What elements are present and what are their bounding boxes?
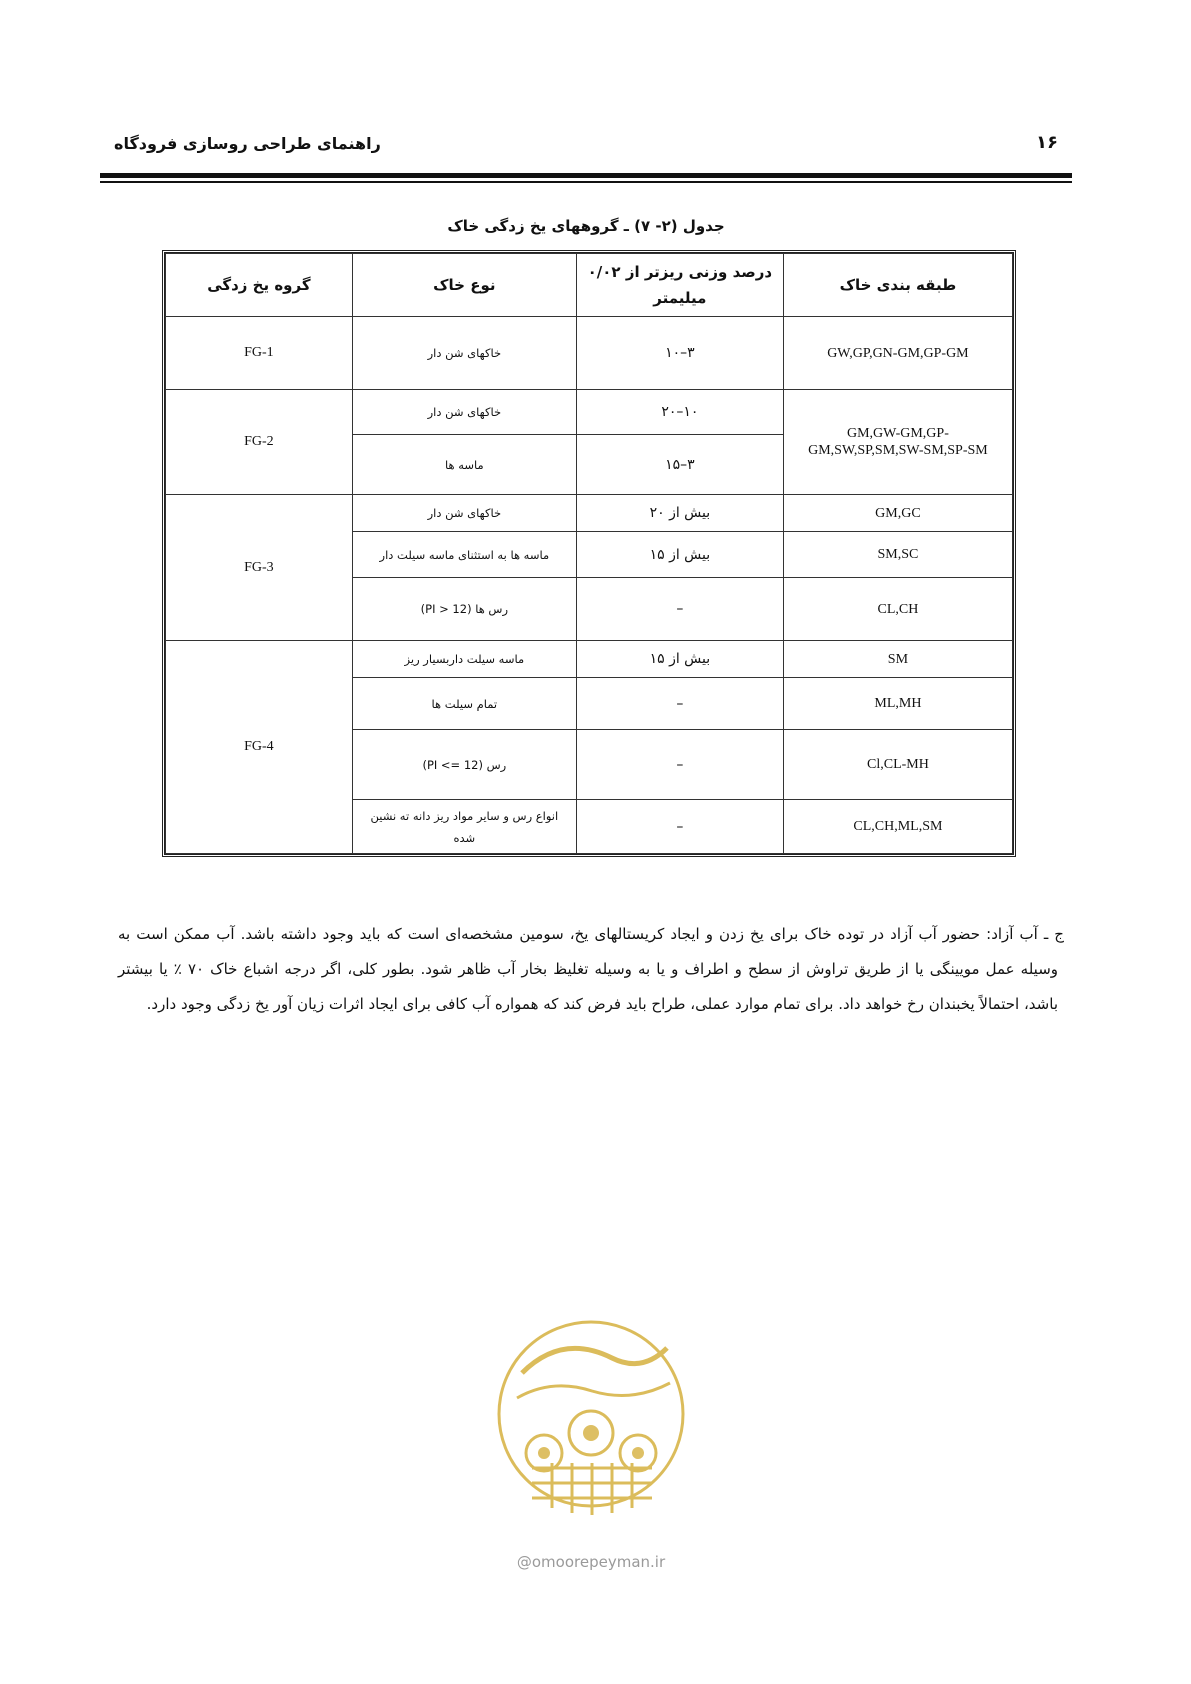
frost-group-table-frame: [162, 250, 1016, 857]
cell-classification: CL,CH,ML,SM: [783, 800, 1012, 854]
cell-soil-type: تمام سیلت ها: [352, 678, 576, 730]
cell-frost-group: FG-3: [166, 495, 353, 641]
cell-classification: SM: [783, 641, 1012, 678]
table-header-row: [166, 254, 1013, 317]
cell-percent: بیش از ۱۵: [576, 532, 783, 578]
paragraph-lead: ج ـ آب آزاد:: [986, 925, 1064, 943]
table-caption: جدول (۲- ۷) ـ گروههای یخ زدگی خاک: [447, 217, 725, 235]
cell-soil-type: خاکهای شن دار: [352, 317, 576, 390]
free-water-paragraph: [118, 917, 1064, 1022]
book-title: راهنمای طراحی روسازی فرودگاه: [114, 134, 381, 153]
watermark-url: @omoorepeyman.ir: [516, 1553, 666, 1571]
header-classification: طبقه بندی خاک: [783, 254, 1012, 317]
header-rule-thin: [100, 181, 1072, 183]
page-number: ۱۶: [1036, 132, 1058, 153]
paragraph-text: حضور آب آزاد در توده خاک برای یخ زدن و ایجاد کریستالهای یخ، سومین مشخصه‌ای است که باید وجود داشته باشد. آب ممکن است به وسیله عمل مویینگی یا از طریق تراوش از سطح و اطراف و یا به وسیله تغلیظ بخار آب ظاهر شود. بطور کلی، اگر درجه اشباع خاک ۷۰ ٪ یا بیشتر باشد، احتمالاً یخبندان رخ خواهد داد. برای تمام موارد عملی، طراح باید فرض کند که همواره آب کافی برای ایجاد اثرات زیان آور یخ زدگی وجود دارد.: [118, 925, 1059, 1013]
header-fines-percent: درصد وزنی ریزتر از ۰/۰۲ میلیمتر: [576, 254, 783, 317]
cell-classification: GM,GC: [783, 495, 1012, 532]
watermark-seal: [492, 1303, 690, 1525]
cell-percent: –: [576, 578, 783, 641]
cell-soil-type: ماسه ها به استثنای ماسه سیلت دار: [352, 532, 576, 578]
cell-soil-type: رس ها (PI > 12): [352, 578, 576, 641]
watermark-url-text: omoorepeyman.ir: [531, 1553, 666, 1571]
cell-percent: ۳–۱۵: [576, 435, 783, 495]
table-row: [166, 317, 1013, 390]
cell-soil-type: انواع رس و سایر مواد ریز دانه ته نشین شده: [352, 800, 576, 854]
cell-soil-type: ماسه سیلت داربسیار ریز: [352, 641, 576, 678]
cell-percent: –: [576, 800, 783, 854]
cell-frost-group: FG-4: [166, 641, 353, 854]
cell-percent: ۳–۱۰: [576, 317, 783, 390]
cell-percent: ۱۰–۲۰: [576, 390, 783, 435]
cell-classification: ML,MH: [783, 678, 1012, 730]
cell-frost-group: FG-1: [166, 317, 353, 390]
header-soil-type: نوع خاک: [352, 254, 576, 317]
header-frost-group: گروه یخ زدگی: [166, 254, 353, 317]
cell-classification: CL,CH: [783, 578, 1012, 641]
cell-frost-group: FG-2: [166, 390, 353, 495]
seal-logo-icon: [492, 1303, 690, 1525]
cell-classification: Cl,CL-MH: [783, 730, 1012, 800]
cell-percent: –: [576, 730, 783, 800]
table-row: [166, 495, 1013, 532]
cell-classification: GW,GP,GN-GM,GP-GM: [783, 317, 1012, 390]
cell-classification: SM,SC: [783, 532, 1012, 578]
cell-percent: بیش از ۱۵: [576, 641, 783, 678]
frost-group-table: [165, 253, 1013, 854]
cell-soil-type: خاکهای شن دار: [352, 390, 576, 435]
cell-soil-type: رس (PI <= 12): [352, 730, 576, 800]
cell-classification: GM,GW-GM,GP-GM,SW,SP,SM,SW-SM,SP-SM: [783, 390, 1012, 495]
table-row: [166, 641, 1013, 678]
cell-soil-type: ماسه ها: [352, 435, 576, 495]
cell-percent: –: [576, 678, 783, 730]
page-header: [100, 128, 1072, 168]
header-rule-thick: [100, 173, 1072, 178]
table-row: [166, 390, 1013, 435]
cell-percent: بیش از ۲۰: [576, 495, 783, 532]
cell-soil-type: خاکهای شن دار: [352, 495, 576, 532]
